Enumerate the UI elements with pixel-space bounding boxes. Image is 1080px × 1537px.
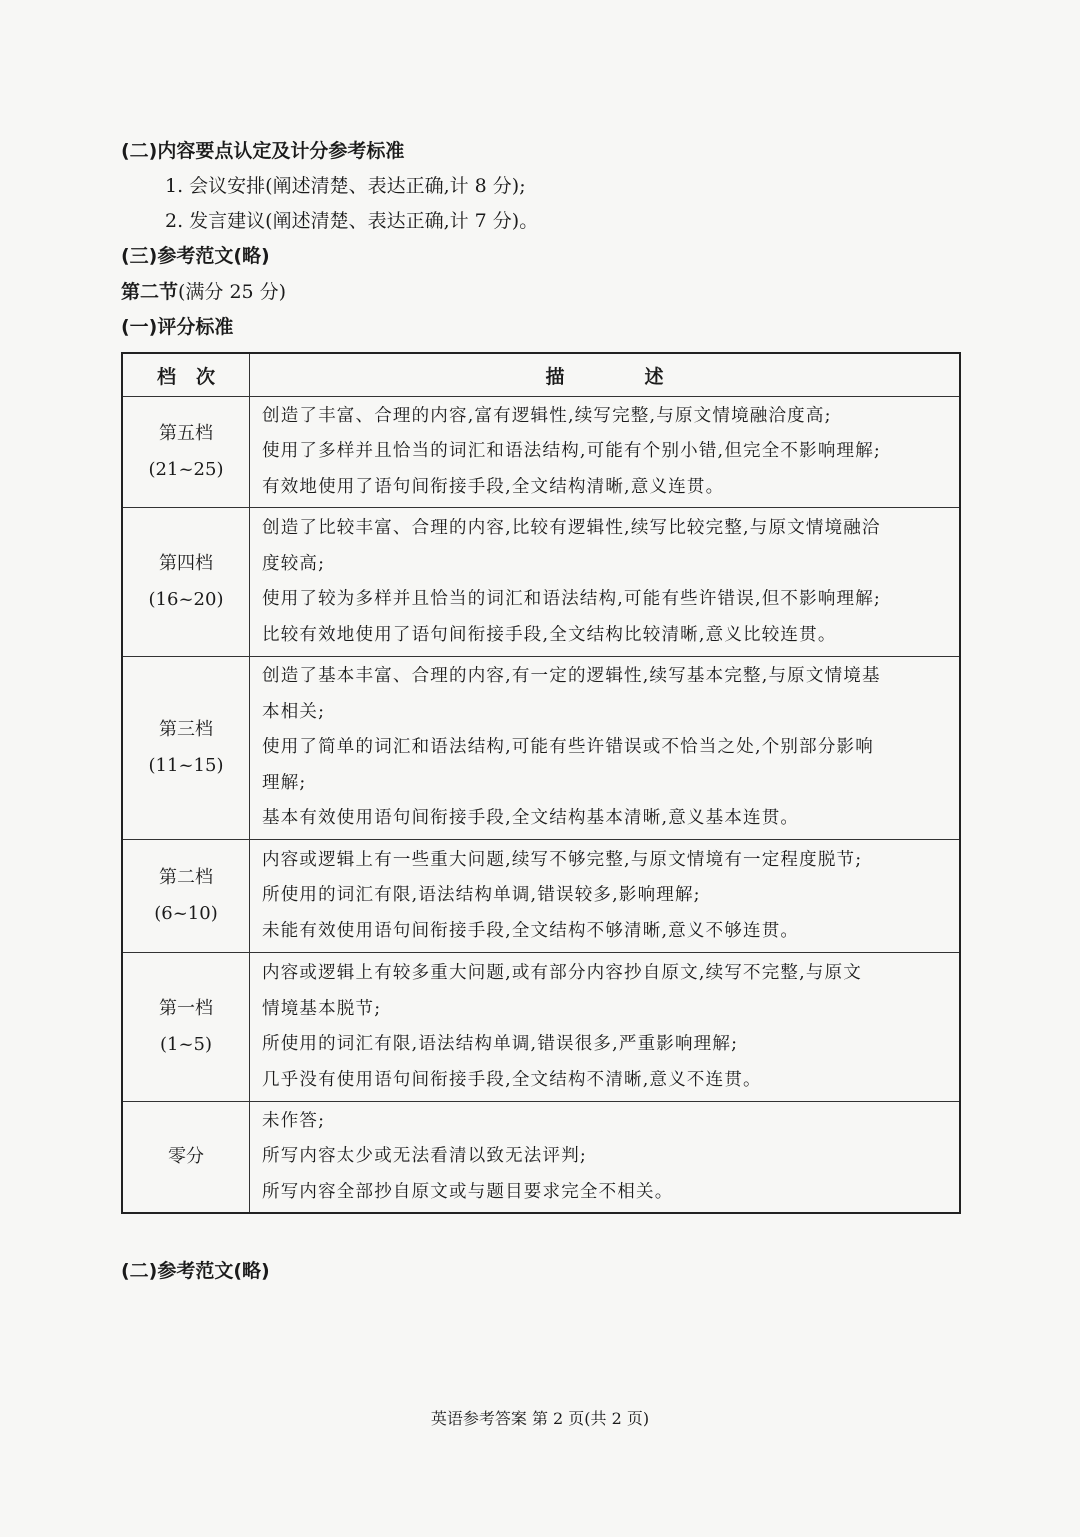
description-cell [250,840,961,953]
description-line: 使用了较为多样并且恰当的词汇和语法结构,可能有些许错误,但不影响理解; [262,589,882,609]
description-line: 使用了简单的词汇和语法结构,可能有些许错误或不恰当之处,个别部分影响 [262,737,874,758]
part-two-title: 第二节 [121,281,179,303]
description-line: 理解; [262,772,307,793]
description-line: 创造了丰富、合理的内容,富有逻辑性,续写完整,与原文情境融洽度高; [262,405,832,426]
description-line: 内容或逻辑上有较多重大问题,或有部分内容抄自原文,续写不完整,与原文 [262,963,862,983]
description-cell [250,1102,961,1214]
level-cell [122,508,250,657]
part-two-score: (满分 25 分) [178,281,287,303]
part-two-heading [121,280,286,304]
level-cell [122,657,250,840]
level-range: (6~10) [154,903,218,924]
description-line: 创造了基本丰富、合理的内容,有一定的逻辑性,续写基本完整,与原文情境基 [262,666,881,687]
grading-table [121,352,961,1214]
description-cell [250,397,961,508]
description-line: 内容或逻辑上有一些重大问题,续写不够完整,与原文情境有一定程度脱节; [262,849,863,870]
level-range: (21~25) [148,459,224,480]
description-line: 有效地使用了语句间衔接手段,全文结构清晰,意义连贯。 [262,476,725,497]
level-name: 第二档 [159,867,213,888]
level-range: (16~20) [148,589,224,610]
level-name: 第四档 [159,553,213,574]
description-line: 未能有效使用语句间衔接手段,全文结构不够清晰,意义不够连贯。 [262,920,800,941]
level-name: 第一档 [159,998,213,1019]
level-cell [122,1102,250,1214]
description-cell [250,657,961,840]
page-footer: 英语参考答案 第 2 页(共 2 页) [430,1409,650,1428]
table-header-row [122,353,960,397]
section-heading-content-points: (二)内容要点认定及计分参考标准 [121,140,405,162]
level-cell [122,953,250,1102]
table-row [122,397,960,508]
description-cell [250,953,961,1102]
table-row [122,508,960,657]
description-line: 本相关; [262,701,326,722]
description-line: 所写内容太少或无法看清以致无法评判; [262,1146,587,1167]
point-item-2: 2. 发言建议(阐述清楚、表达正确,计 7 分)。 [165,210,539,232]
level-name: 第五档 [159,423,213,444]
description-line: 创造了比较丰富、合理的内容,比较有逻辑性,续写比较完整,与原文情境融洽 [262,518,881,538]
level-name: 第三档 [159,719,213,740]
point-item-1: 1. 会议安排(阐述清楚、表达正确,计 8 分); [165,175,526,197]
level-range: (11~15) [148,755,224,776]
description-line: 基本有效使用语句间衔接手段,全文结构基本清晰,意义基本连贯。 [262,808,800,829]
table-row [122,1102,960,1214]
description-line: 所使用的词汇有限,语法结构单调,错误较多,影响理解; [262,885,701,906]
description-line: 使用了多样并且恰当的词汇和语法结构,可能有个别小错,但完全不影响理解; [262,441,882,462]
description-line: 所使用的词汇有限,语法结构单调,错误很多,严重影响理解; [262,1034,739,1054]
description-line: 比较有效地使用了语句间衔接手段,全文结构比较清晰,意义比较连贯。 [262,624,837,645]
description-line: 所写内容全部抄自原文或与题目要求完全不相关。 [262,1181,674,1202]
table-row [122,840,960,953]
description-cell [250,508,961,657]
sample-essay-heading: (二)参考范文(略) [121,1260,270,1282]
description-line: 未作答; [262,1110,326,1131]
level-cell [122,840,250,953]
criteria-heading: (一)评分标准 [121,316,234,338]
table-row [122,657,960,840]
header-level: 档次 [122,353,250,397]
description-line: 情境基本脱节; [262,998,382,1019]
table-row [122,953,960,1102]
level-cell [122,397,250,508]
level-range: (1~5) [159,1034,213,1055]
header-description: 描述 [250,353,961,397]
level-name: 零分 [168,1146,204,1167]
section-heading-sample: (三)参考范文(略) [121,245,270,267]
description-line: 几乎没有使用语句间衔接手段,全文结构不清晰,意义不连贯。 [262,1069,762,1090]
description-line: 度较高; [262,553,326,574]
